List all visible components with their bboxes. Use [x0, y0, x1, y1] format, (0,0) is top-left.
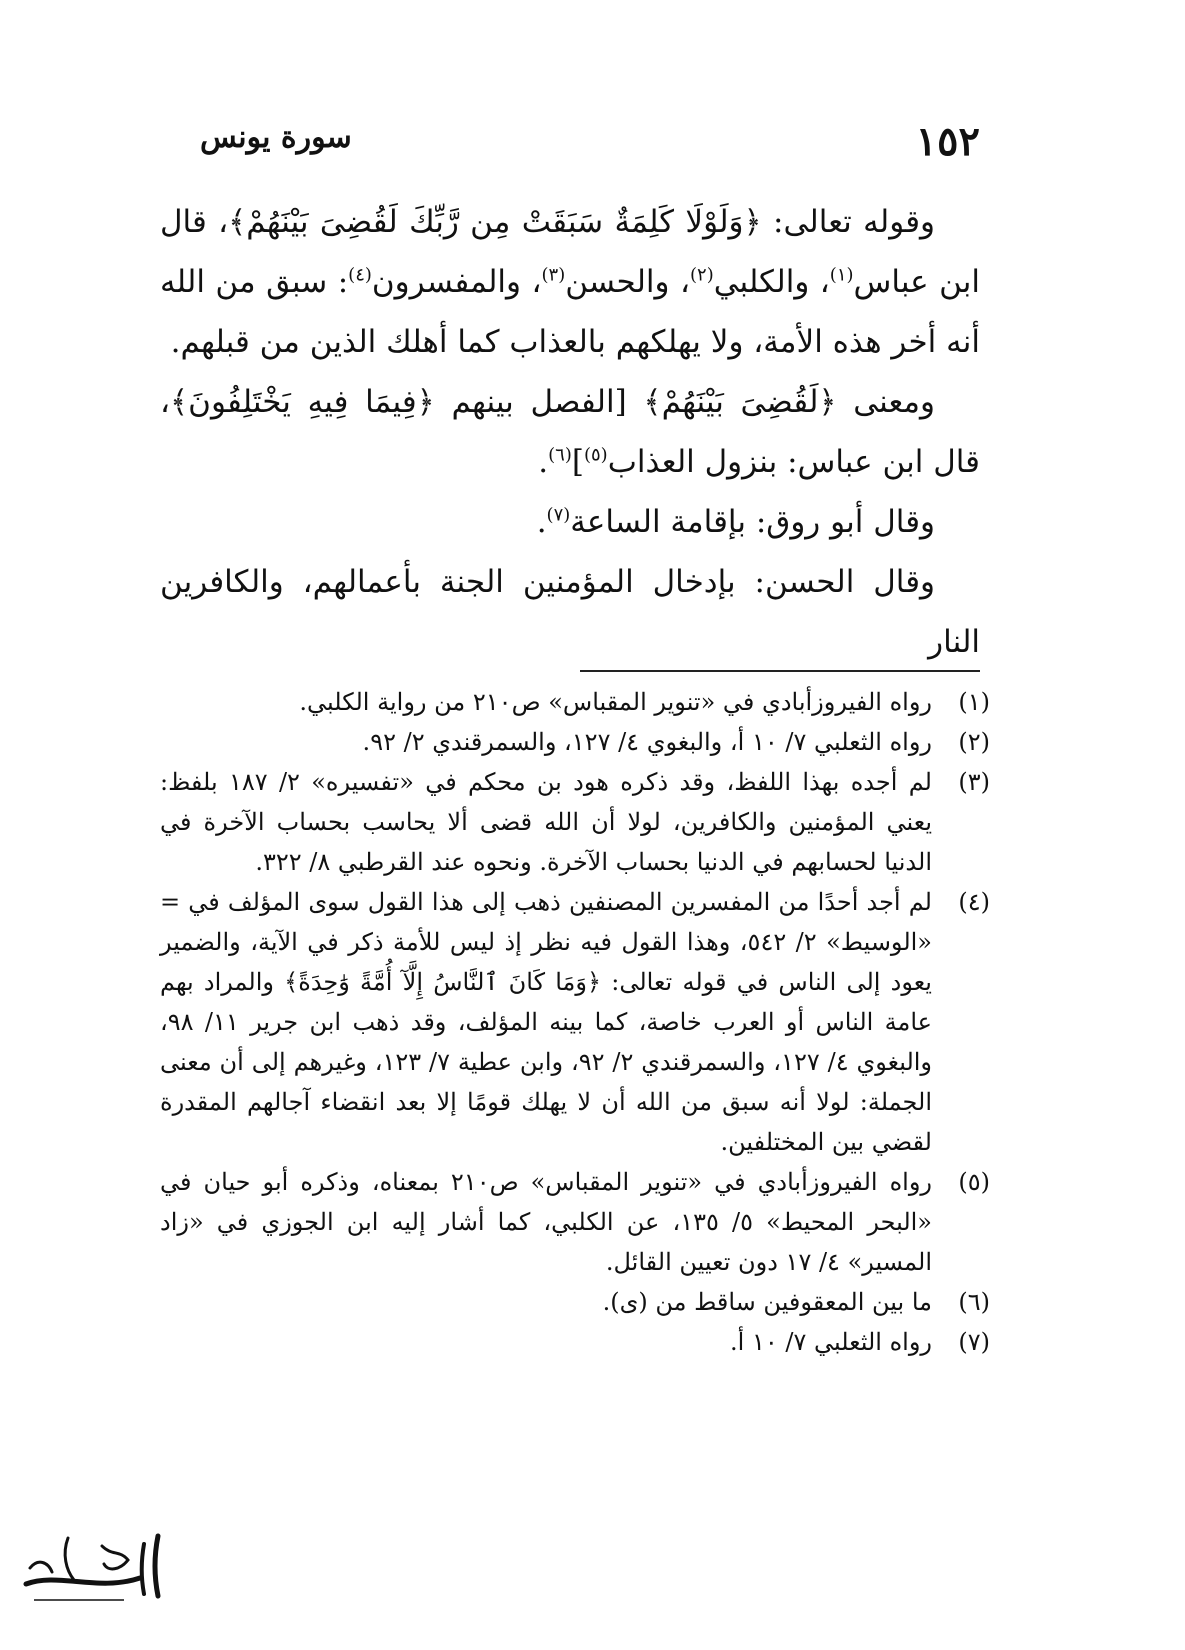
footnote-text: ما بين المعقوفين ساقط من (ى).: [602, 1288, 932, 1316]
footnote: [160, 1162, 990, 1282]
footnote-text: رواه الفيروزأبادي في «تنوير المقباس» ص٢١٠ بمعناه، وذكره أبو حيان في «البحر المحيط» ٥/ ١٣٥، عن الكلبي، كما أشار إليه ابن الجوزي في «زاد المسير» ٤/ ١٧ دون تعيين القائل.: [160, 1168, 932, 1276]
page-header: [200, 118, 980, 168]
footnote-number: (٦): [958, 1288, 990, 1316]
quran-verse: ﴿فِيمَا فِيهِ يَخْتَلِفُونَ﴾: [170, 384, 435, 420]
footnote-number: (٧): [958, 1328, 990, 1356]
footnote-number: (١): [958, 688, 990, 716]
footnote-text: رواه الثعلبي ٧/ ١٠ أ، والبغوي ٤/ ١٢٧، والسمرقندي ٢/ ٩٢.: [362, 728, 932, 756]
footnote-text: لم أجده بهذا اللفظ، وقد ذكره هود بن محكم في «تفسيره» ٢/ ١٨٧ بلفظ: يعني المؤمنين والكافرين، لولا أن الله قضى ألا يحاسب بحساب الآخرة في الدنيا لحسابهم في الدنيا بحساب الآخرة. ونحوه عند القرطبي ٨/ ٣٢٢.: [160, 768, 933, 876]
footnote: [160, 1282, 990, 1322]
footnote-text: رواه الفيروزأبادي في «تنوير المقباس» ص٢١٠ من رواية الكلبي.: [299, 688, 932, 716]
quran-verse: ﴿لَقُضِىَ بَيْنَهُمْ﴾: [643, 384, 837, 420]
footnote-ref[interactable]: (٤): [348, 264, 372, 286]
footnote: [160, 762, 990, 882]
main-text: [160, 192, 980, 672]
footnote-separator: [580, 670, 980, 672]
quran-verse: ﴿وَلَوْلَا كَلِمَةٌ سَبَقَتْ مِن رَّبِّكَ لَقُضِىَ بَيْنَهُمْ﴾: [228, 204, 762, 240]
footnote-ref[interactable]: (٧): [546, 504, 571, 526]
footnote-number: (٢): [958, 728, 990, 756]
footnote-ref[interactable]: (٥): [583, 444, 608, 466]
footnote-text: لم أجد أحدًا من المفسرين المصنفين ذهب إلى هذا القول سوى المؤلف في = «الوسيط» ٢/ ٥٤٢، وهذا القول فيه نظر إذ ليس للأمة ذكر في الآية، والضمير يعود إلى الناس في قوله تعالى: ﴿وَمَا كَانَ ٱلنَّاسُ إِلَّآ أُمَّةً وَٰحِدَةً﴾ والمراد بهم عامة الناس أو العرب خاصة، كما بينه المؤلف، وقد ذهب ابن جرير ١١/ ٩٨، والبغوي ٤/ ١٢٧، والسمرقندي ٢/ ٩٢، وابن عطية ٧/ ١٢٣، وغيرهم إلى أن معنى الجملة: لولا أنه سبق من الله أن لا يهلك قومًا إلا بعد انقضاء آجالهم المقدرة لقضي بين المختلفين.: [160, 888, 933, 1156]
paragraph-4: وقال الحسن: بإدخال المؤمنين الجنة بأعمالهم، والكافرين النار: [160, 564, 980, 660]
paragraph-1: وقوله تعالى: ﴿وَلَوْلَا كَلِمَةٌ سَبَقَتْ مِن رَّبِّكَ لَقُضِىَ بَيْنَهُمْ﴾، قال ابن عباس$^{(١)}$، والكلبي$^{(٢)}$، والحسن$^{(٣)}$، والمفسرون$^{(٤)}$: سبق من الله أنه أخر هذه الأمة، ولا يهلكهم بالعذاب كما أهلك الذين من قبلهم.: [160, 204, 980, 360]
paragraph-2: ومعنى ﴿لَقُضِىَ بَيْنَهُمْ﴾ [الفصل بينهم ﴿فِيمَا فِيهِ يَخْتَلِفُونَ﴾، قال ابن عباس: بنزول العذاب$^{(٥)}$]$^{(٦)}$.: [160, 384, 980, 480]
footnote: [160, 882, 990, 1162]
footnote: [160, 722, 990, 762]
footnote: [160, 1322, 990, 1362]
publisher-logo: [8, 1516, 176, 1612]
footnote-ref[interactable]: (٢): [689, 264, 714, 286]
footnote-number: (٥): [958, 1168, 990, 1196]
footnote-number: (٣): [958, 768, 990, 796]
footnote-ref[interactable]: (١): [829, 264, 854, 286]
footnote: [160, 682, 990, 722]
footnote-number: (٤): [958, 888, 990, 916]
paragraph-3: وقال أبو روق: بإقامة الساعة$^{(٧)}$.: [536, 504, 935, 540]
running-title: سورة يونس: [200, 120, 352, 155]
footnotes: [160, 682, 990, 1362]
footnote-text: رواه الثعلبي ٧/ ١٠ أ.: [730, 1328, 932, 1356]
footnote-ref[interactable]: (٦): [548, 444, 572, 466]
page-number: ١٥٢: [915, 118, 980, 165]
footnote-ref[interactable]: (٣): [541, 264, 566, 286]
